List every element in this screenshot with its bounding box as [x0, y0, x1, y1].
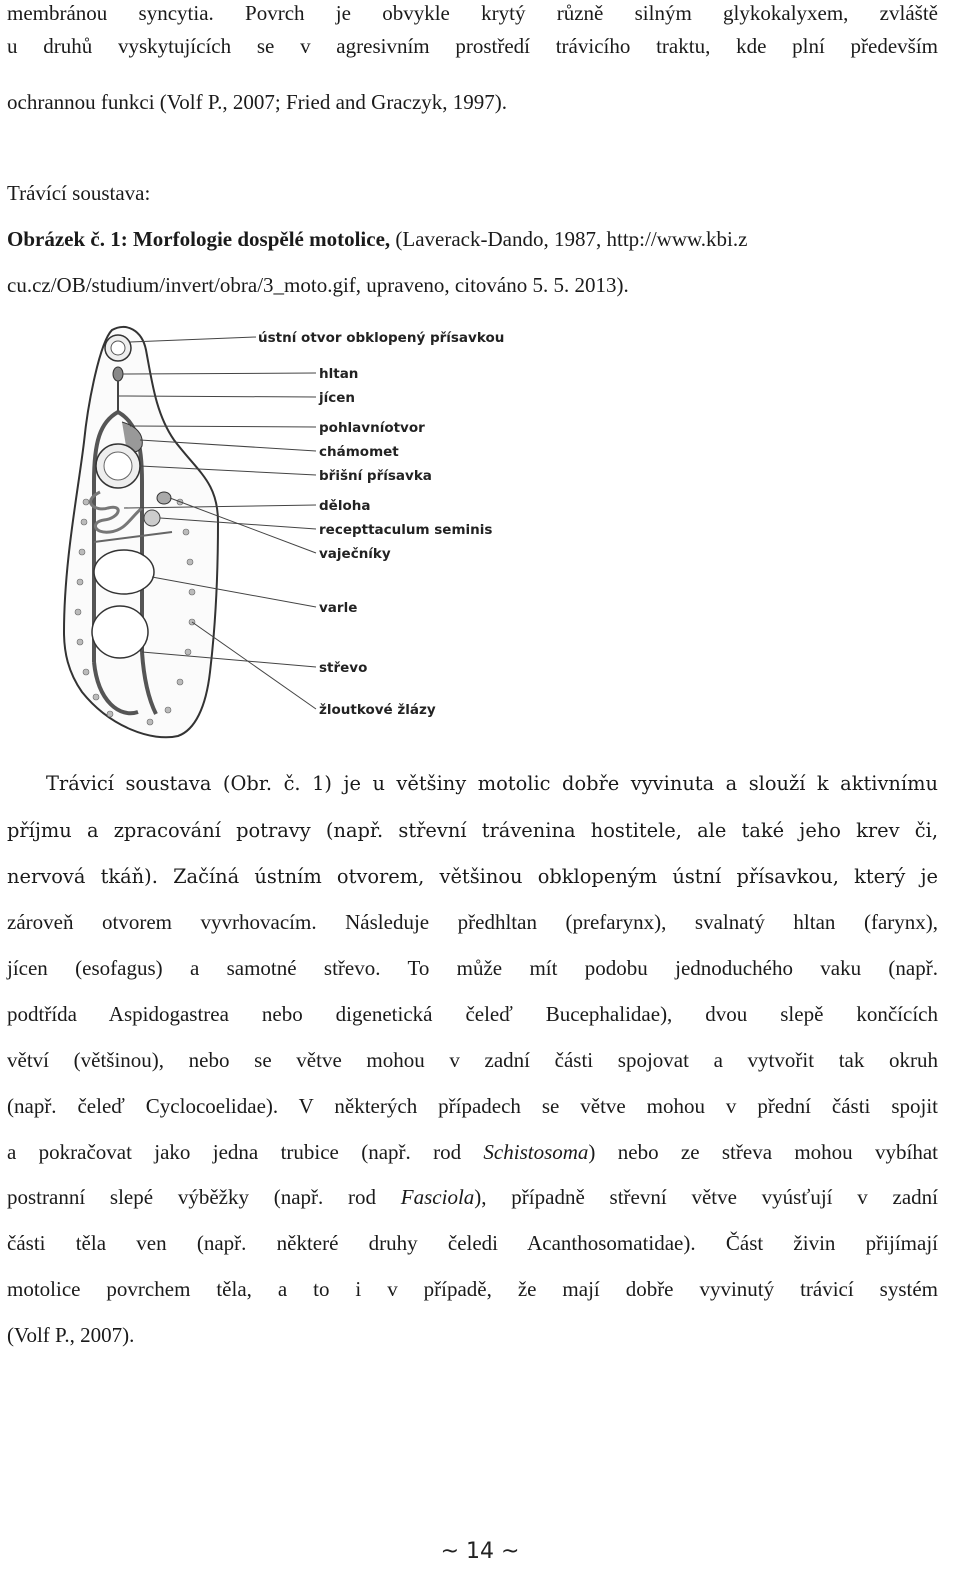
body-line-6: podtřída Aspidogastrea nebo digenetická čeleď Bucephalidae), dvou slepě končících	[7, 1002, 938, 1026]
intro-line-3: ochrannou funkci (Volf P., 2007; Fried and Graczyk, 1997).	[7, 90, 508, 114]
figure-label-cirrus: chámomet	[319, 444, 399, 460]
body-line-5: jícen (esofagus) a samotné střevo. To může mít podobu jednoduchého vaku (např.	[7, 956, 938, 980]
body-line-8: (např. čeleď Cyclocoelidae). V některých případech se větve mohou v přední části spojit	[7, 1094, 938, 1118]
genus-fasciola: Fasciola	[400, 1185, 475, 1209]
figure-label-vitellaria: žloutkové žlázy	[319, 702, 436, 718]
figure-caption-line-1	[7, 226, 747, 252]
figure-label-ovaries: vaječníky	[319, 546, 391, 562]
figure-caption-bold: Obrázek č. 1: Morfologie dospělé motolice,	[7, 227, 391, 251]
figure-label-pharynx: hltan	[319, 366, 359, 382]
figure-label-oesophagus: jícen	[319, 390, 356, 406]
figure-label-uterus: děloha	[319, 498, 371, 514]
body-line-10-a: postranní slepé výběžky (např. rod	[7, 1185, 401, 1209]
body-line-9-a: a pokračovat jako jedna trubice (např. rod	[7, 1140, 484, 1164]
body-line-2: příjmu a zpracování potravy (např. střevní trávenina hostitele, ale také jeho krev či,	[7, 819, 938, 842]
figure-caption-line-2: cu.cz/OB/studium/invert/obra/3_moto.gif, upraveno, citováno 5. 5. 2013).	[7, 273, 629, 297]
body-line-10	[7, 1184, 938, 1210]
ovary-icon	[157, 492, 171, 504]
page-number: ~ 14 ~	[440, 1539, 520, 1564]
body-line-13: (Volf P., 2007).	[7, 1323, 135, 1347]
fluke-morphology-figure	[60, 322, 580, 742]
oral-sucker-icon	[105, 335, 131, 361]
section-heading: Trávící soustava:	[7, 181, 151, 205]
genus-schistosoma: Schistosoma	[483, 1140, 589, 1164]
body-line-1: Trávicí soustava (Obr. č. 1) je u většiny motolic dobře vyvinuta a slouží k aktivnímu	[46, 772, 938, 795]
receptaculum-icon	[144, 510, 160, 526]
intro-line-1: membránou syncytia. Povrch je obvykle krytý různě silným glykokalyxem, zvláště	[7, 1, 938, 25]
figure-label-testis: varle	[319, 600, 358, 616]
figure-label-gut: střevo	[319, 660, 368, 676]
body-line-9-b: ) nebo ze střeva mohou vybíhat	[588, 1140, 938, 1164]
body-line-3: nervová tkáň). Začíná ústním otvorem, většinou obklopeným ústní přísavkou, který je	[7, 865, 938, 888]
body-line-4: zároveň otvorem vyvrhovacím. Následuje předhltan (prefarynx), svalnatý hltan (farynx),	[7, 910, 938, 934]
ventral-sucker-icon	[96, 444, 140, 488]
pharynx-icon	[113, 367, 123, 381]
figure-caption-source: (Laverack-Dando, 1987, http://www.kbi.z	[390, 227, 748, 251]
testis-anterior-icon	[94, 550, 154, 594]
body-line-10-b: ), případně střevní větve vyúsťují v zadní	[474, 1185, 938, 1209]
figure-label-oral-opening: ústní otvor obklopený přísavkou	[258, 330, 505, 346]
figure-label-ventral-sucker: břišní přísavka	[319, 468, 432, 484]
testis-posterior-icon	[92, 606, 148, 658]
body-line-12: motolice povrchem těla, a to i v případě, že mají dobře vyvinutý trávicí systém	[7, 1277, 938, 1301]
figure-label-receptaculum: recepttaculum seminis	[319, 522, 493, 538]
body-line-9	[7, 1139, 938, 1165]
body-line-11: části těla ven (např. některé druhy čeledi Acanthosomatidae). Část živin přijímají	[7, 1231, 938, 1255]
figure-label-genital-pore: pohlavníotvor	[319, 420, 425, 436]
body-line-7: větví (většinou), nebo se větve mohou v zadní části spojovat a vytvořit tak okruh	[7, 1048, 938, 1072]
intro-line-2: u druhů vyskytujících se v agresivním prostředí trávicího traktu, kde plní především	[7, 34, 938, 58]
